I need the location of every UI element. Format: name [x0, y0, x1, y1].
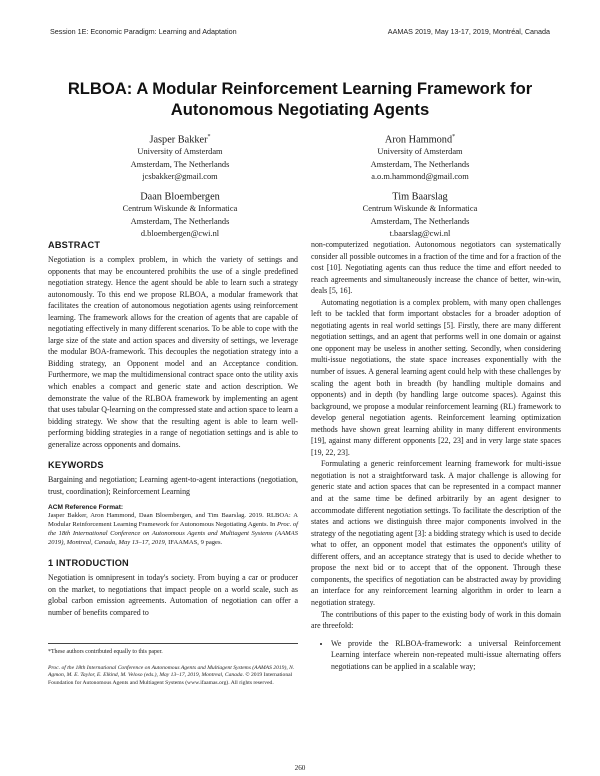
paper-title: RLBOA: A Modular Reinforcement Learning Framework for Autonomous Negotiating Agents	[67, 79, 533, 119]
author-location: Amsterdam, The Netherlands	[130, 216, 230, 226]
author-name: Tim Baarslag	[392, 191, 448, 203]
paragraph: Automating negotiation is a complex problem, with many open challenges left to be tackled that form important obstacles for a broader adoption of negotiating agents in real world settings [5]. Firstly, there are many different negotiation settings, and an agent that performs well in one domain or against one opponent may be useless in another setting. Secondly, when considering multi-issue negotiations, the state space increases exponentially with the number of issues. A general learning agent could help with these challenges by scaling the agent both in breadth (by handling multiple domains and opponents) and in depth (by handling large outcome spaces). Against this background, we propose a modular reinforcement learning (RL) framework to develop general negotiation agents. Reinforcement learning optimization methods have shown great learning ability in many different environments [19], against many different opponents [22, 23] and in very large state spaces [19, 22, 23].	[311, 297, 561, 457]
equal-contribution-footnote: *These authors contributed equally to this paper.	[48, 649, 163, 655]
abstract-heading: ABSTRACT	[48, 240, 101, 250]
paragraph: Formulating a generic reinforcement learning framework for multi-issue negotiation is not a straightforward task. A major challenge is allowing for generic state and action spaces that can be represented in a compact manner and at the same time be defined arbitrarily by an agent designer to accommodate different negotiation settings. To facilitate the description of the states and actions we distinguish three major components involved in the strategy of the negotiating agent [3]: a bidding strategy which is used to decide what to offer, an opponent model that estimates the opponent's utility of different offers, and an acceptance strategy that is used to decide whether to propose the next bid or to accept that of the opponent. Through these components, the specifics of negotiation can be abstracted away by providing an interface for any reinforcement learning algorithm in order to learn a negotiation strategy.	[311, 459, 561, 607]
author-location: Amsterdam, The Netherlands	[370, 216, 470, 226]
proceedings-footnote: Proc. of the 18th International Conference on Autonomous Agents and Multiagent Systems (AAMAS 2019), N. Agmon, M. E. Taylor, E. Elkind, M. Veloso (eds.), May 13–17, 2019, Montreal, Canada. © 2019 International Foundation for Autonomous Agents and Multiagent Systems (www.ifaamas.org). All rights reserved.	[48, 665, 295, 686]
author-email: d.bloembergen@cwi.nl	[140, 228, 220, 238]
left-column	[48, 239, 298, 618]
author-location: Amsterdam, The Netherlands	[130, 159, 230, 169]
running-header-conference: AAMAS 2019, May 13-17, 2019, Montréal, Canada	[387, 27, 550, 36]
author-name: Daan Bloembergen	[140, 191, 220, 203]
author-affiliation: Centrum Wiskunde & Informatica	[362, 204, 478, 214]
author-block	[300, 188, 540, 240]
paragraph: non-computerized negotiation. Autonomous negotiators can systematically consider all possible outcomes in a fraction of the time and for a fraction of the cost [10]. Negotiating agents can thus reduce the time and effort needed to reach agreements and simultaneously increase the chance of better, win-win, deals [5, 16].	[311, 240, 561, 296]
author-name: Jasper Bakker*	[149, 134, 211, 146]
keywords-text: Bargaining and negotiation; Learning agent-to-agent interactions (negotiation, trust, coordination); Reinforcement Learning	[48, 475, 298, 496]
author-email: a.o.m.hammond@gmail.com	[371, 171, 469, 181]
author-location: Amsterdam, The Netherlands	[370, 159, 470, 169]
author-block	[60, 131, 300, 183]
author-block	[300, 131, 540, 183]
list-item: • We provide the RLBOA-framework: a universal Reinforcement Learning interface wherein non-repeated multi-issue alternating offers negotiations can be applied in a scalable way;	[331, 638, 561, 673]
introduction-text: Negotiation is omnipresent in today's society. From buying a car or producer on the market, to negotiations that impact people on a world scale, such as global carbon emission agreements. Automation of negotiation can offer a number of benefits compared to	[48, 573, 298, 617]
author-affiliation: University of Amsterdam	[377, 147, 463, 157]
author-email: t.baarslag@cwi.nl	[389, 228, 451, 238]
abstract-text: Negotiation is a complex problem, in which the variety of settings and opponents that may be encountered prohibits the use of a single predefined negotiation strategy. Hence the agent should be able to learn such a strategy autonomously. To this end we propose RLBOA, a modular framework that facilitates the creation of autonomous negotiation agents using reinforcement learning. The framework allows for the creation of agents that are capable of negotiating effectively in many different scenarios. To be able to cope with the large size of the state and action spaces and diversity of settings, we leverage the modular BOA-framework. This decouples the negotiation strategy into a Bidding strategy, an Opponent model and an Acceptance condition. Furthermore, we map the multidimensional contract space onto the utility axis which enables a compact and generic state and action description. We demonstrate the value of the RLBOA framework by implementing an agent that uses tabular Q-learning on the compressed state and action space to learn a bidding strategy. We show that the resulting agent is able to learn well-performing bidding strategies in a range of negotiation settings and is able to generalize across opponents and domains.	[48, 255, 298, 449]
paragraph: The contributions of this paper to the existing body of work in this domain are threefold:	[311, 609, 561, 631]
running-header-session: Session 1E: Economic Paradigm: Learning and Adaptation	[50, 27, 237, 36]
right-column	[311, 239, 561, 672]
page-number: 260	[294, 764, 306, 772]
author-name: Aron Hammond*	[384, 134, 456, 146]
acm-reference-heading: ACM Reference Format:	[48, 504, 124, 512]
author-affiliation: Centrum Wiskunde & Informatica	[122, 204, 238, 214]
author-affiliation: University of Amsterdam	[137, 147, 223, 157]
acm-reference-text: Jasper Bakker, Aron Hammond, Daan Bloembergen, and Tim Baarslag. 2019. RLBOA: A Modular Reinforcement Learning Framework for Autonomous Negotiating Agents. In Proc. of the 18th International Conference on Autonomous Agents and Multiagent Systems (AAMAS 2019), Montreal, Canada, May 13–17, 2019, IFAAMAS, 9 pages.	[48, 512, 299, 546]
contributions-list	[311, 638, 561, 673]
author-email: jcsbakker@gmail.com	[142, 171, 218, 181]
footnotes	[48, 643, 298, 687]
introduction-heading: 1 INTRODUCTION	[48, 558, 129, 569]
keywords-heading: KEYWORDS	[48, 460, 104, 471]
author-block	[60, 188, 300, 240]
